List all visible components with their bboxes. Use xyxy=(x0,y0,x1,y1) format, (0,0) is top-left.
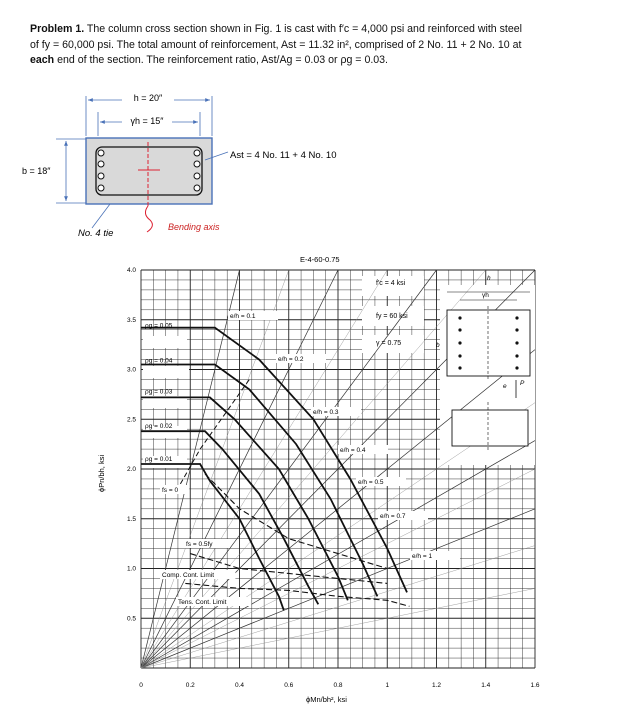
ast-label: Ast = 4 No. 11 + 4 No. 10 xyxy=(230,150,337,161)
y-tick-labels xyxy=(127,267,136,622)
fy-label: fy = 60 ksi xyxy=(376,313,408,320)
rho-label: ρg = 0.03 xyxy=(145,388,173,396)
comp-limit-label: Comp. Cont. Limit xyxy=(162,572,215,579)
y-tick-label: 4.0 xyxy=(126,267,136,274)
eh-label: e/h = 0.2 xyxy=(278,356,304,363)
gamma-label: γ = 0.75 xyxy=(376,340,402,347)
eh-label: e/h = 0.5 xyxy=(358,479,384,486)
eh-label: e/h = 0.4 xyxy=(340,447,366,454)
rho-label: ρg = 0.02 xyxy=(145,423,173,431)
rho-label: ρg = 0.05 xyxy=(145,322,173,330)
label-backdrop xyxy=(143,366,189,378)
inset-gh-label: γh xyxy=(482,292,489,299)
x-tick-label: 0.8 xyxy=(333,682,343,689)
x-tick-label: 0.4 xyxy=(234,682,245,689)
problem-line-3-bold: each xyxy=(30,54,55,66)
problem-line-1: The column cross section shown in Fig. 1 is cast with f′c = 4,000 psi and reinforced with steel xyxy=(84,23,522,35)
eh-label: e/h = 0.1 xyxy=(230,313,256,320)
y-tick-label: 2.5 xyxy=(126,416,136,424)
y-tick-label: 3.0 xyxy=(126,366,136,374)
x-tick-labels xyxy=(139,682,540,689)
inset-b-label: b xyxy=(436,342,440,349)
eh-label: e/h = 0.7 xyxy=(380,513,406,520)
b-dimension-label: b = 18″ xyxy=(22,166,51,176)
problem-line-2: of fy = 60,000 psi. The total amount of reinforcement, Ast = 11.32 in², comprised of 2 No. 11 + 2 No. 10 at xyxy=(30,38,522,51)
bending-axis-label: Bending axis xyxy=(168,222,220,232)
rho-label: ρg = 0.01 xyxy=(145,456,173,464)
x-tick-label: 0 xyxy=(139,682,143,689)
rho-label: ρg = 0.04 xyxy=(145,357,173,365)
inset-h-label: h xyxy=(487,275,491,282)
x-tick-label: 1.6 xyxy=(530,682,540,689)
problem-label: Problem 1. xyxy=(30,23,85,35)
y-tick-label: 3.5 xyxy=(126,316,136,324)
x-tick-label: 1 xyxy=(385,682,390,689)
eh-label: e/h = 1 xyxy=(412,553,433,560)
fc-label: f′c = 4 ksi xyxy=(376,280,406,287)
fs-zero-label: fs = 0 xyxy=(162,487,179,494)
eh-label: e/h = 0.3 xyxy=(313,409,339,416)
y-tick-label: 1.0 xyxy=(126,565,136,573)
y-tick-label: 0.5 xyxy=(126,615,136,623)
tens-limit-label: Tens. Cont. Limit xyxy=(178,599,227,606)
problem-line-3: end of the section. The reinforcement ratio, Ast/Ag = 0.03 or ρg = 0.03. xyxy=(54,54,389,66)
fs-half-line xyxy=(205,474,387,569)
chart-labels xyxy=(145,311,460,606)
x-tick-label: 1.4 xyxy=(481,682,491,689)
x-tick-label: 1.2 xyxy=(431,682,442,689)
cross-section xyxy=(22,92,337,239)
tie-label: No. 4 tie xyxy=(78,228,114,239)
interaction-diagram xyxy=(97,255,540,704)
gamma-h-dimension-label: γh = 15″ xyxy=(130,116,164,126)
section-outline xyxy=(86,138,212,204)
inset-e-label: e xyxy=(503,383,507,390)
inset-p-label: P xyxy=(520,380,525,387)
h-dimension-label: h = 20″ xyxy=(133,93,163,103)
y-axis-label: ϕPn/bh, ksi xyxy=(97,454,106,492)
label-backdrop xyxy=(143,336,187,348)
x-axis-label: ϕMn/bh², ksi xyxy=(306,695,347,704)
x-tick-label: 0.2 xyxy=(185,682,195,689)
y-tick-label: 1.5 xyxy=(126,515,136,523)
fs-half-label: fs = 0.5fy xyxy=(186,541,213,548)
y-tick-label: 2.0 xyxy=(126,466,136,473)
x-tick-label: 0.6 xyxy=(284,682,294,689)
chart-title: E-4-60-0.75 xyxy=(300,255,340,264)
